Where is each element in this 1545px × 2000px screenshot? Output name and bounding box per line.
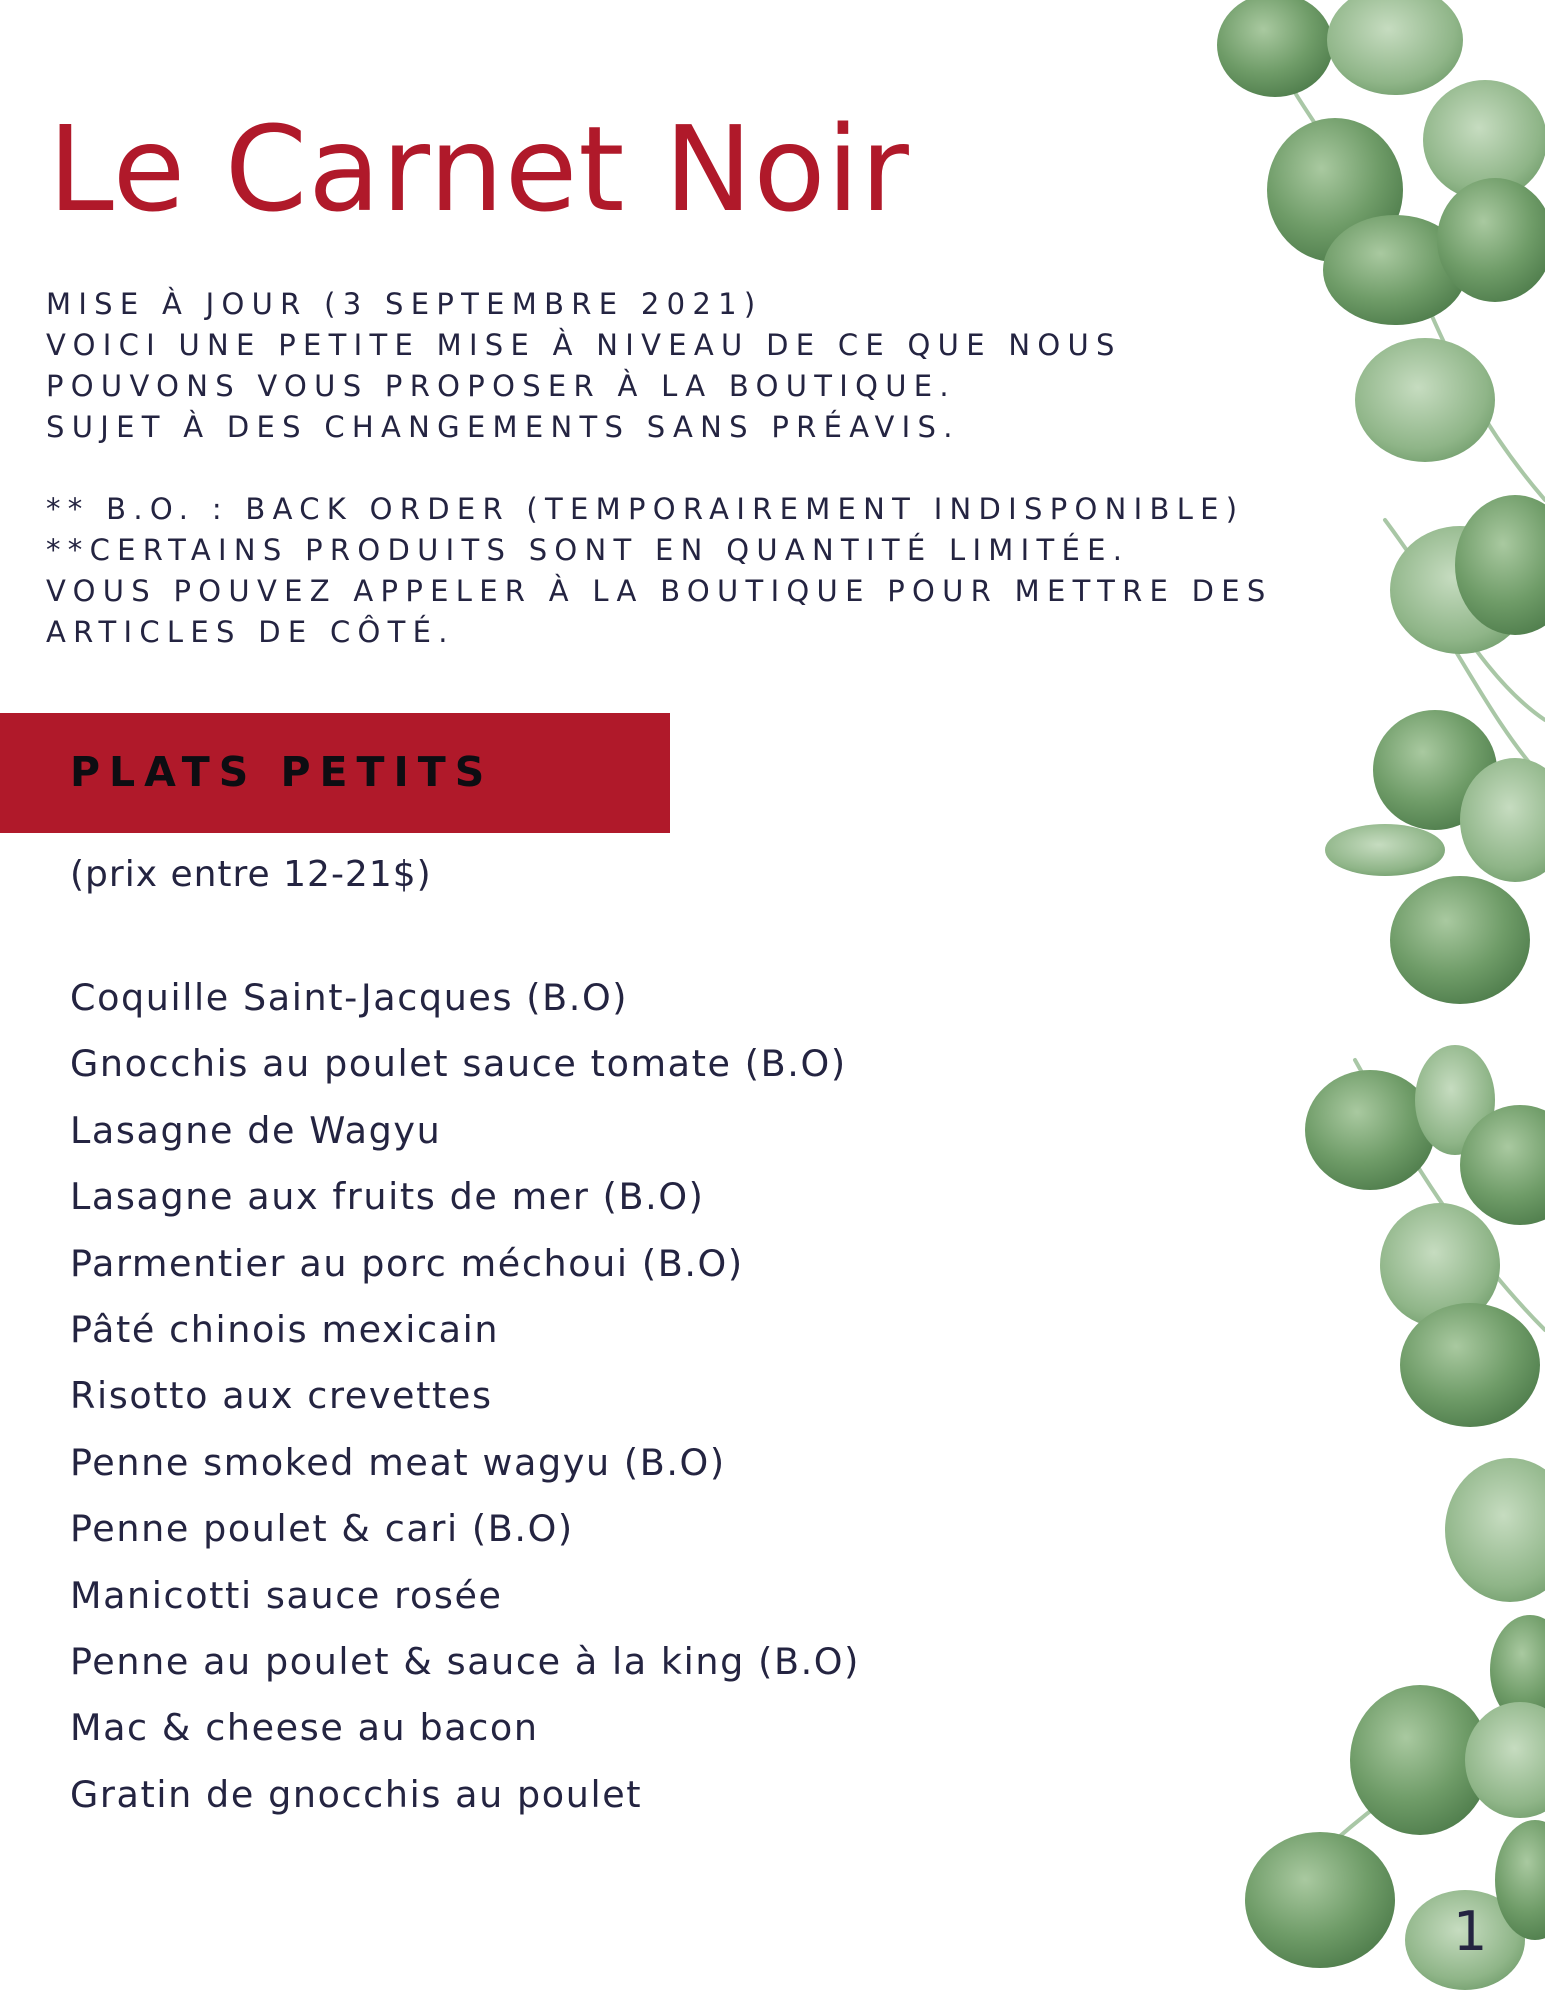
menu-list — [70, 965, 860, 1828]
menu-item: Lasagne aux fruits de mer (B.O) — [70, 1175, 705, 1219]
menu-item: Penne poulet & cari (B.O) — [70, 1507, 574, 1551]
intro-line: SUJET À DES CHANGEMENTS SANS PRÉAVIS. — [46, 410, 960, 444]
menu-item: Parmentier au porc méchoui (B.O) — [70, 1241, 744, 1285]
menu-item: Lasagne de Wagyu — [70, 1108, 442, 1152]
backorder-note: ** B.O. : BACK ORDER (TEMPORAIREMENT INDISPONIBLE) — [46, 492, 1245, 526]
menu-item: Gratin de gnocchis au poulet — [70, 1772, 643, 1816]
menu-item: Gnocchis au poulet sauce tomate (B.O) — [70, 1042, 847, 1086]
intro-line: ARTICLES DE CÔTÉ. — [46, 615, 455, 649]
intro-line: POUVONS VOUS PROPOSER À LA BOUTIQUE. — [46, 369, 956, 403]
intro-notice — [46, 284, 1426, 653]
page-number: 1 — [1453, 1900, 1488, 1963]
intro-line: VOICI UNE PETITE MISE À NIVEAU DE CE QUE NOUS — [46, 328, 1122, 362]
menu-item: Manicotti sauce rosée — [70, 1573, 503, 1617]
menu-item: Risotto aux crevettes — [70, 1374, 493, 1418]
intro-line: VOUS POUVEZ APPELER À LA BOUTIQUE POUR METTRE DES — [46, 574, 1273, 608]
menu-item: Mac & cheese au bacon — [70, 1706, 539, 1750]
page-title: Le Carnet Noir — [48, 100, 910, 238]
update-date-line: MISE À JOUR (3 SEPTEMBRE 2021) — [46, 287, 763, 321]
menu-item: Coquille Saint-Jacques (B.O) — [70, 976, 629, 1019]
section-title: PLATS PETITS — [70, 748, 494, 796]
menu-item: Penne smoked meat wagyu (B.O) — [70, 1440, 726, 1484]
intro-spacer — [46, 448, 1426, 489]
section-banner — [0, 713, 670, 833]
price-range: (prix entre 12-21$) — [70, 854, 432, 895]
menu-item: Pâté chinois mexicain — [70, 1307, 500, 1351]
limited-quantity-note: **CERTAINS PRODUITS SONT EN QUANTITÉ LIMITÉE. — [46, 533, 1130, 567]
menu-item: Penne au poulet & sauce à la king (B.O) — [70, 1639, 860, 1683]
